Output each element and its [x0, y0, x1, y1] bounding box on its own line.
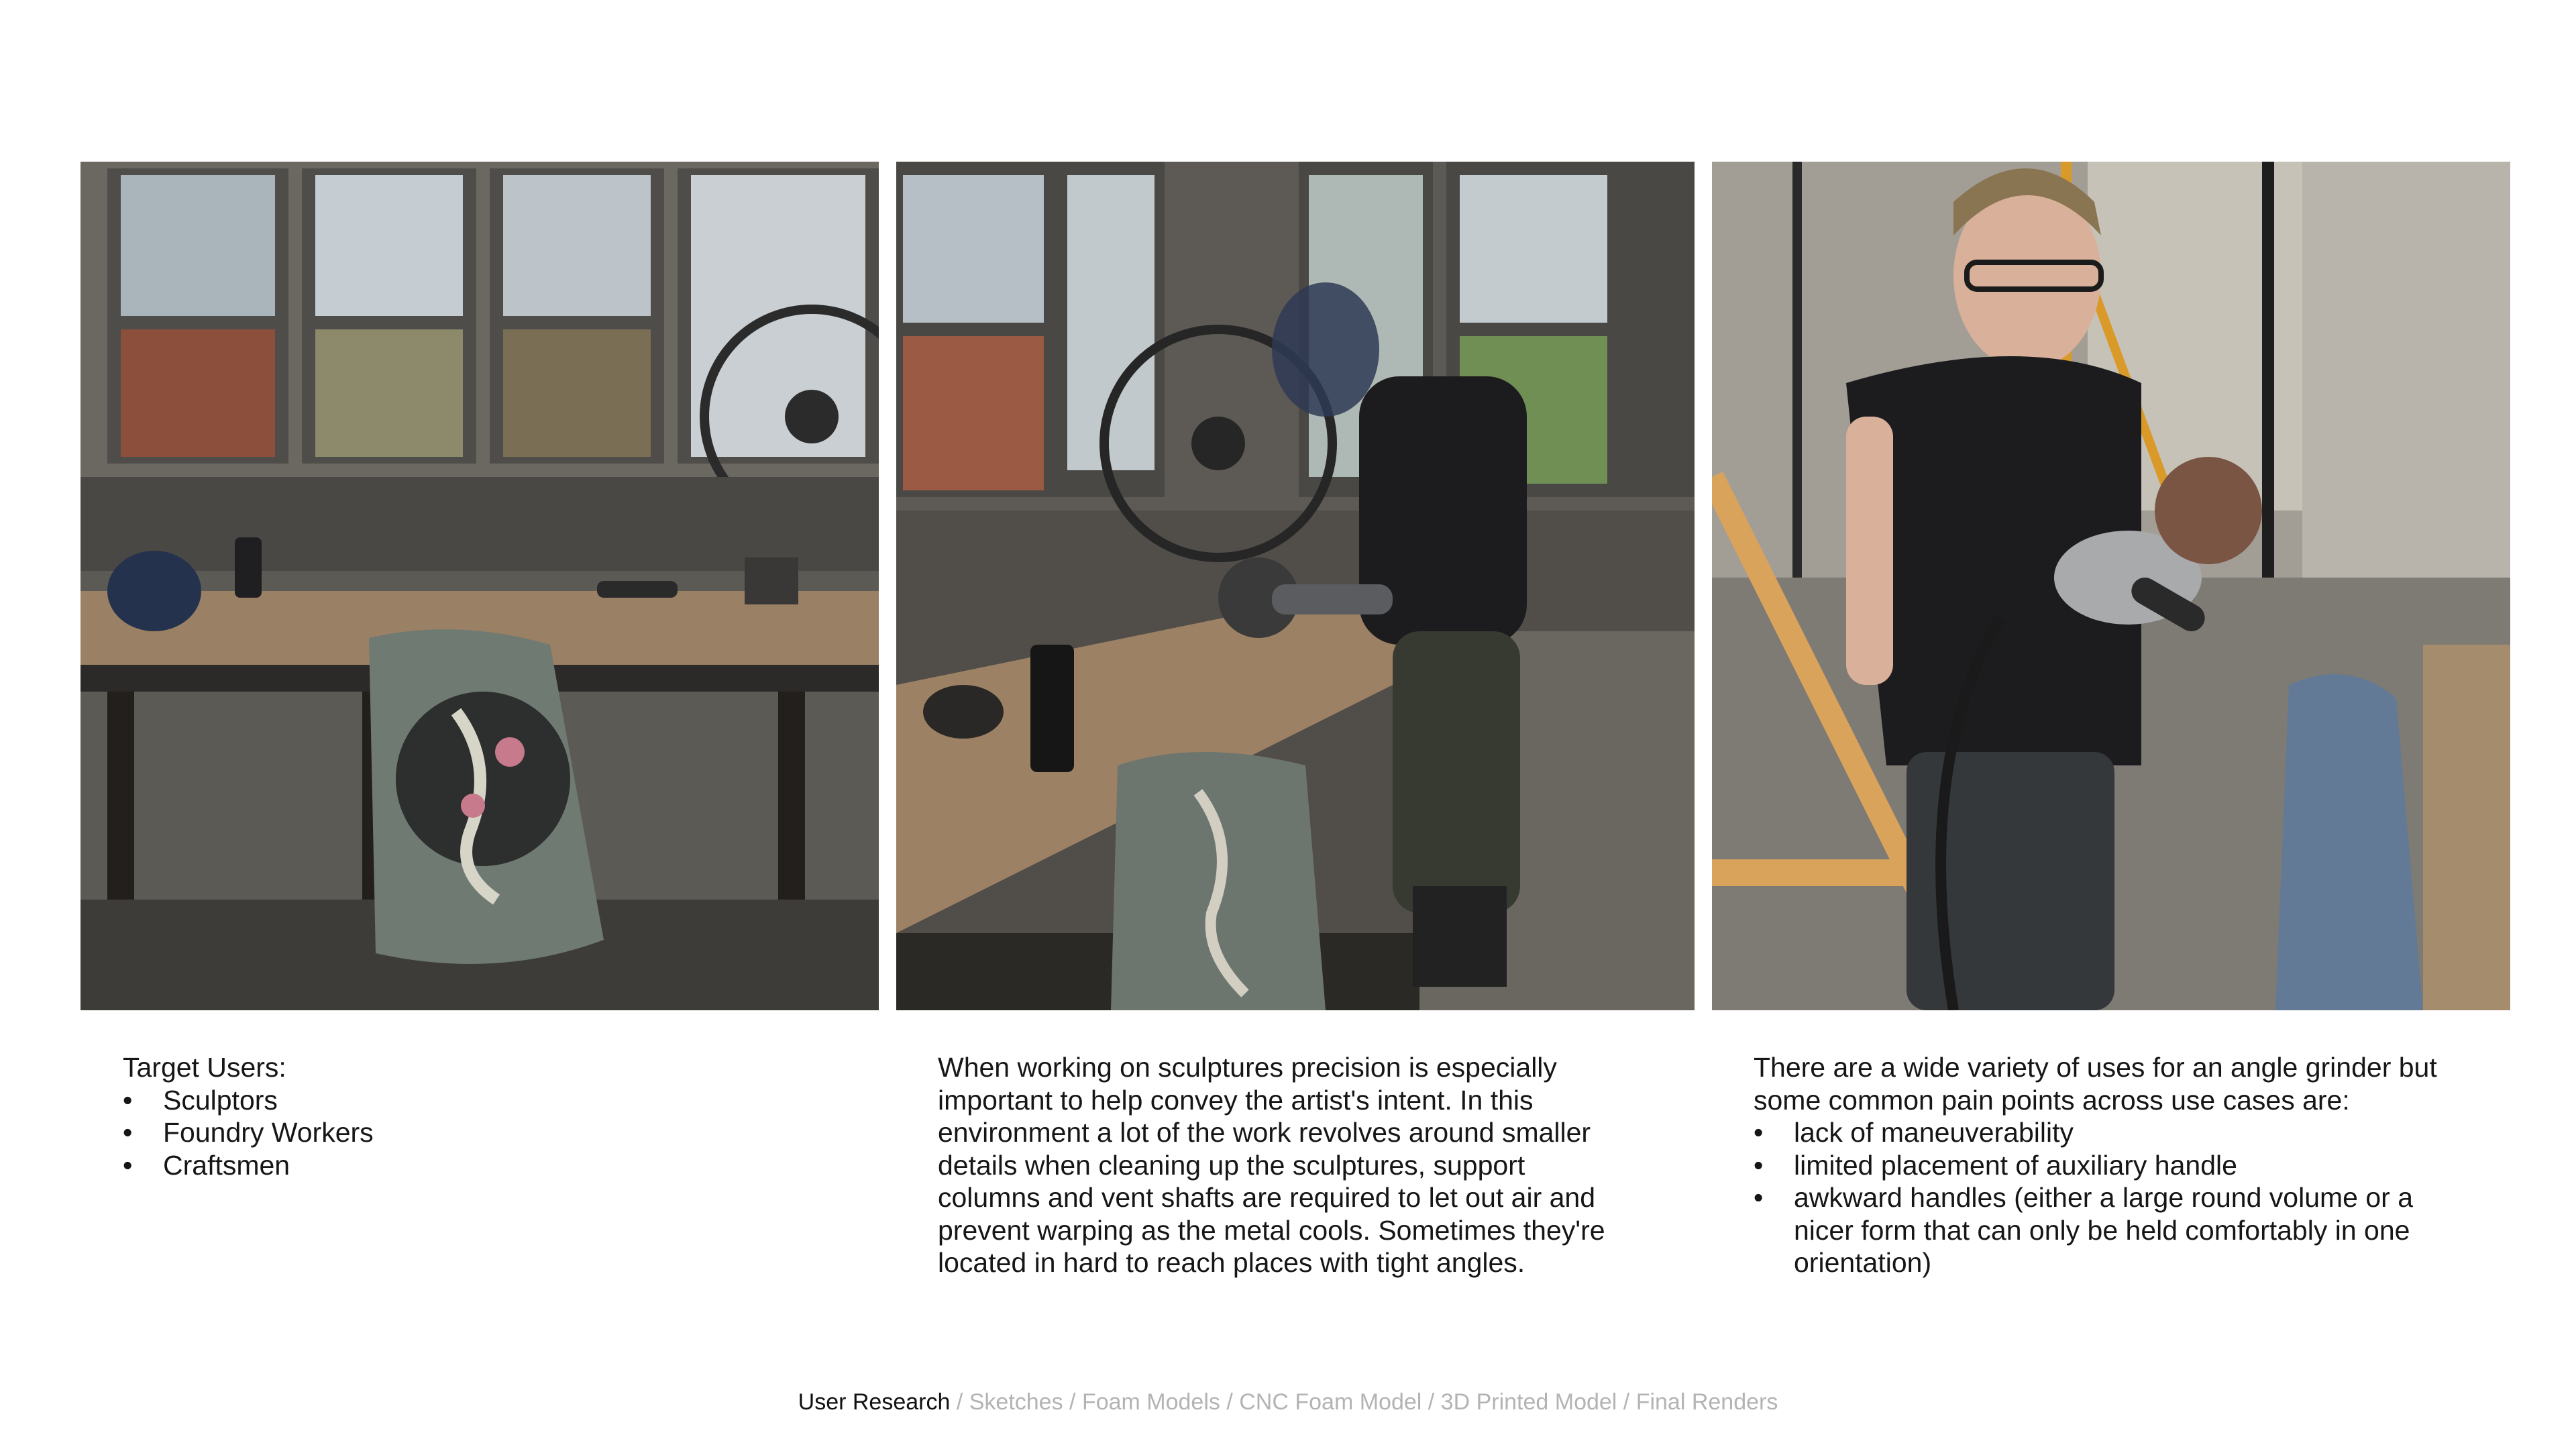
- text-line: When working on sculptures precision is especially: [938, 1052, 1557, 1083]
- breadcrumb-item-user-research[interactable]: User Research: [798, 1389, 951, 1415]
- breadcrumb-item-foam-models[interactable]: Foam Models: [1081, 1389, 1220, 1415]
- bullet-icon: •: [123, 1117, 133, 1148]
- caption-target-users: [123, 1051, 854, 1181]
- caption-pain-points: [1754, 1051, 2485, 1279]
- caption-precision: [938, 1051, 1669, 1279]
- text-line: There are a wide variety of uses for an angle grinder but: [1754, 1052, 2437, 1083]
- list-item: • Foundry Workers: [123, 1117, 374, 1148]
- text-line: some common pain points across use cases are:: [1754, 1084, 2350, 1116]
- breadcrumb: [0, 1389, 2576, 1415]
- photo-man-holding-grinder: [1712, 162, 2510, 1010]
- list-item: • lack of maneuverability: [1754, 1117, 2074, 1148]
- pain-points-list: [1754, 1116, 2485, 1279]
- bullet-icon: •: [1754, 1182, 1764, 1213]
- breadcrumb-item-3d-printed-model[interactable]: 3D Printed Model: [1440, 1389, 1617, 1415]
- breadcrumb-separator: /: [1063, 1389, 1082, 1415]
- list-item: • limited placement of auxiliary handle: [1754, 1149, 2237, 1181]
- text-line: located in hard to reach places with tight angles.: [938, 1247, 1525, 1278]
- list-item: • Craftsmen: [123, 1149, 290, 1181]
- breadcrumb-separator: /: [1617, 1389, 1636, 1415]
- photo-person-grinding: [896, 162, 1695, 1010]
- list-item: • awkward handles (either a large round volume or a nicer form that can only be held comfortably in one orientation): [1754, 1182, 2414, 1278]
- breadcrumb-item-sketches[interactable]: Sketches: [969, 1389, 1063, 1415]
- breadcrumb-item-final-renders[interactable]: Final Renders: [1635, 1389, 1778, 1415]
- target-users-list: [123, 1084, 854, 1182]
- text-line: details when cleaning up the sculptures, support: [938, 1149, 1525, 1181]
- breadcrumb-separator: /: [1220, 1389, 1240, 1415]
- text-line: important to help convey the artist's intent. In this: [938, 1084, 1534, 1116]
- text-line: prevent warping as the metal cools. Sometimes they're: [938, 1214, 1605, 1246]
- bullet-icon: •: [123, 1149, 133, 1181]
- text-line: environment a lot of the work revolves around smaller: [938, 1117, 1591, 1148]
- breadcrumb-item-cnc-foam-model[interactable]: CNC Foam Model: [1239, 1389, 1422, 1415]
- list-item: • Sculptors: [123, 1084, 278, 1116]
- breadcrumb-separator: /: [1421, 1389, 1441, 1415]
- bullet-icon: •: [1754, 1117, 1764, 1148]
- bullet-icon: •: [1754, 1149, 1764, 1181]
- breadcrumb-separator: /: [950, 1389, 969, 1415]
- target-users-heading: Target Users:: [123, 1052, 286, 1083]
- bullet-icon: •: [123, 1084, 133, 1116]
- text-line: columns and vent shafts are required to let out air and: [938, 1182, 1596, 1213]
- photo-workbench-jacket: [80, 162, 879, 1010]
